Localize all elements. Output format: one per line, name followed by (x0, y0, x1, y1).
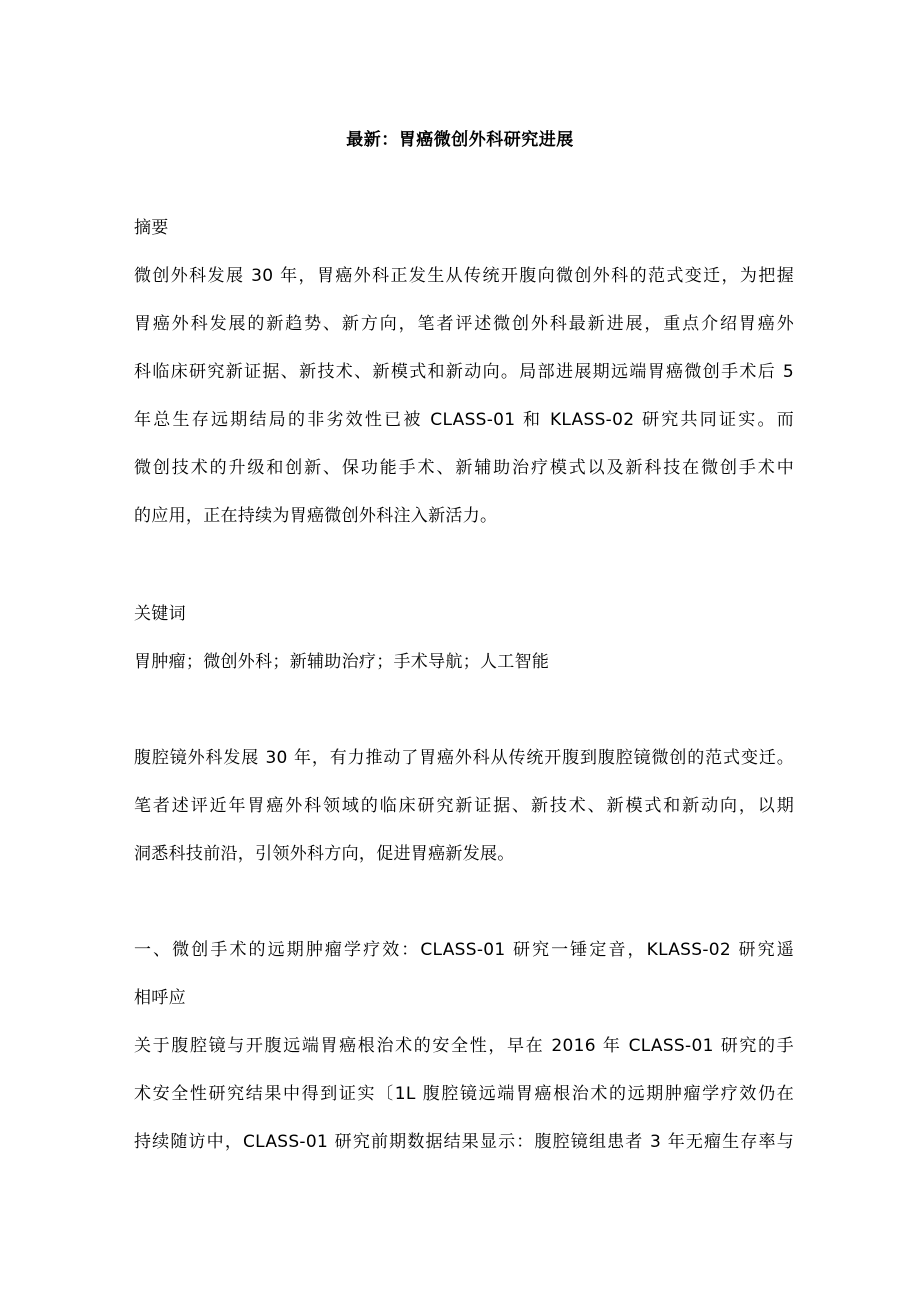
section1-body-line: 关于腹腔镜与开腹远端胃癌根治术的安全性，早在 2016 年 CLASS-01 研究的手 (134, 1036, 794, 1056)
section1-body (134, 1022, 794, 1166)
document-title: 最新：胃癌微创外科研究进展 (346, 130, 574, 150)
section1-body-line: 术安全性研究结果中得到证实〔1L 腹腔镜远端胃癌根治术的远期肿瘤学疗效仍在 (134, 1084, 794, 1104)
intro-line: 腹腔镜外科发展 30 年，有力推动了胃癌外科从传统开腹到腹腔镜微创的范式变迁。 (134, 748, 794, 768)
section1-body-line: 持续随访中，CLASS-01 研究前期数据结果显示：腹腔镜组患者 3 年无瘤生存率与 (134, 1132, 794, 1152)
abstract-line: 微创外科发展 30 年，胃癌外科正发生从传统开腹向微创外科的范式变迁，为把握 (134, 266, 794, 286)
abstract-line: 的应用，正在持续为胃癌微创外科注入新活力。 (134, 506, 498, 526)
keywords-heading-block (134, 590, 794, 638)
keywords-block (134, 638, 794, 686)
abstract-line: 微创技术的升级和创新、保功能手术、新辅助治疗模式以及新科技在微创手术中 (134, 458, 794, 478)
keywords-text: 胃肿瘤；微创外科；新辅助治疗；手术导航；人工智能 (134, 652, 550, 672)
abstract-line: 胃癌外科发展的新趋势、新方向，笔者评述微创外科最新进展，重点介绍胃癌外 (134, 314, 794, 334)
intro-line: 笔者述评近年胃癌外科领域的临床研究新证据、新技术、新模式和新动向，以期 (134, 796, 794, 816)
intro-line: 洞悉科技前沿，引领外科方向，促进胃癌新发展。 (134, 844, 515, 864)
intro-paragraph (134, 734, 794, 878)
abstract-heading-block (134, 204, 794, 252)
keywords-heading: 关键词 (134, 604, 186, 624)
abstract-heading: 摘要 (134, 218, 169, 238)
section1-heading-line: 一、微创手术的远期肿瘤学疗效：CLASS-01 研究一锤定音，KLASS-02 研究遥 (134, 940, 794, 960)
section1-heading (134, 926, 794, 1022)
abstract-body (134, 252, 794, 540)
section1-heading-line: 相呼应 (134, 988, 186, 1008)
abstract-line: 年总生存远期结局的非劣效性已被 CLASS-01 和 KLASS-02 研究共同证实。而 (134, 410, 794, 430)
abstract-line: 科临床研究新证据、新技术、新模式和新动向。局部进展期远端胃癌微创手术后 5 (134, 362, 794, 382)
